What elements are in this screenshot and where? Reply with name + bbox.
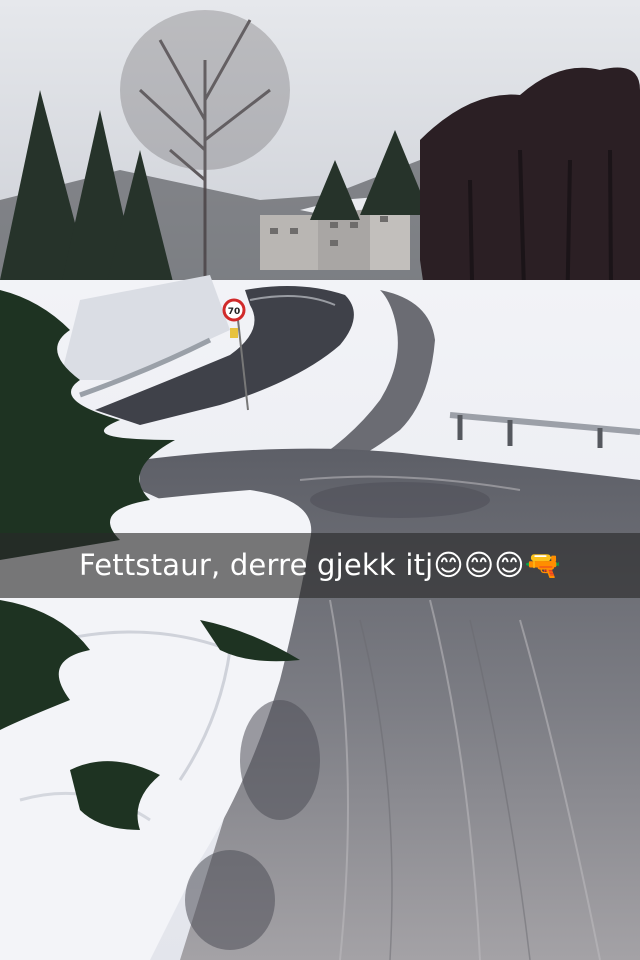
snap-caption-bar [0, 533, 640, 598]
snap-caption-text: Fettstaur, derre gjekk itj😊😊😊🔫 [78, 548, 562, 582]
speed-sign-text: 70 [227, 307, 241, 317]
